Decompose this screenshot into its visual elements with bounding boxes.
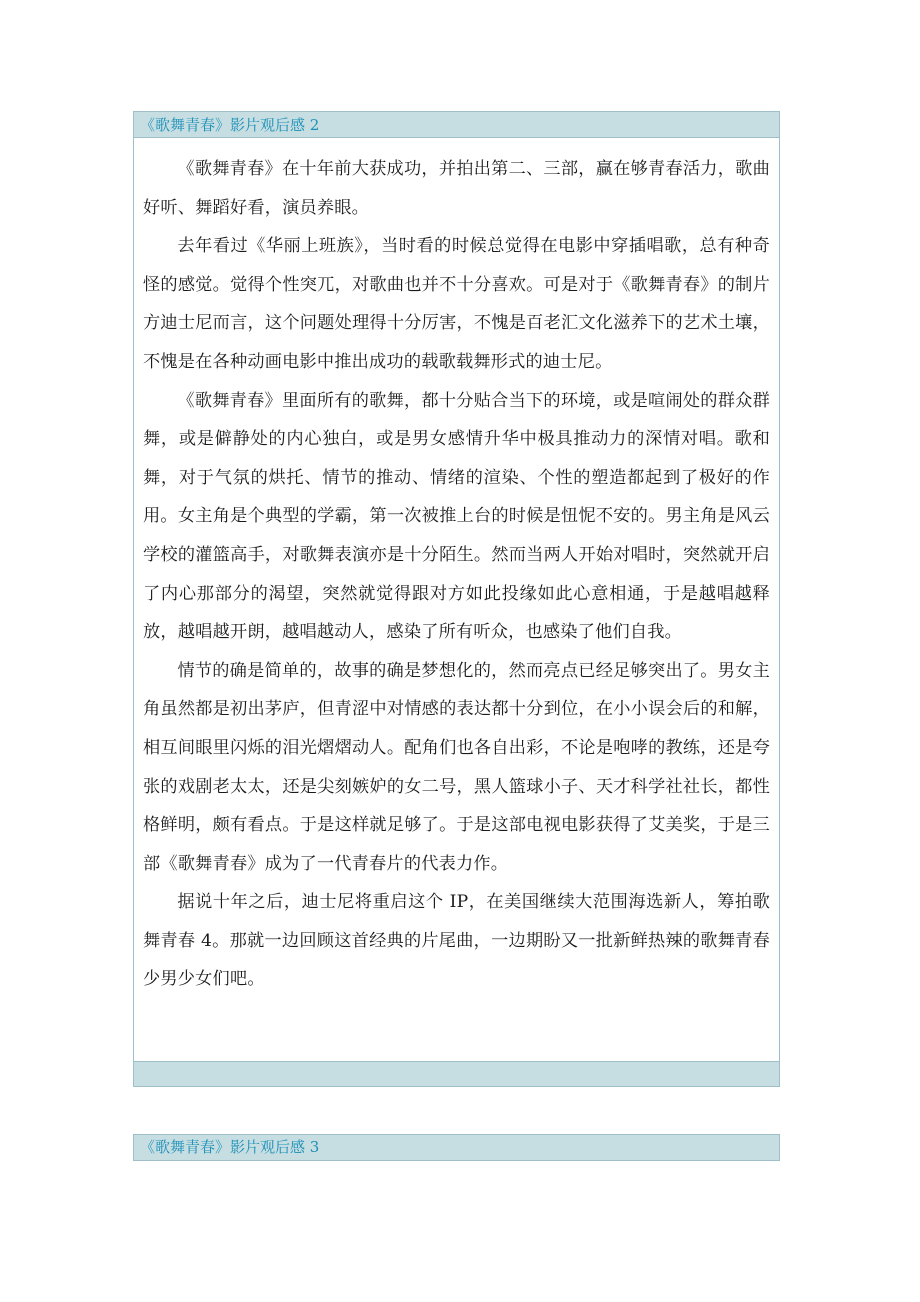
article-body (134, 138, 779, 1062)
section-title-next: 《歌舞青春》影片观后感 3 (133, 1134, 780, 1161)
article-footer-bar (134, 1061, 779, 1086)
section-title: 《歌舞青春》影片观后感 2 (134, 112, 779, 138)
paragraph: 《歌舞青春》在十年前大获成功，并拍出第二、三部，赢在够青春活力，歌曲好听、舞蹈好看，演员养眼。 (143, 159, 770, 218)
article-box-2 (133, 111, 780, 1087)
paragraph: 情节的确是简单的，故事的确是梦想化的，然而亮点已经足够突出了。男女主角虽然都是初出茅庐，但青涩中对情感的表达都十分到位，在小小误会后的和解，相互间眼里闪烁的泪光熠熠动人。配角们也各自出彩，不论是咆哮的教练，还是夸张的戏剧老太太，还是尖刻嫉妒的女二号，黑人篮球小子、天才科学社社长，都性格鲜明，颇有看点。于是这样就足够了。于是这部电视电影获得了艾美奖，于是三部《歌舞青春》成为了一代青春片的代表力作。 (143, 660, 770, 874)
paragraph: 《歌舞青春》里面所有的歌舞，都十分贴合当下的环境，或是喧闹处的群众群舞，或是僻静处的内心独白，或是男女感情升华中极具推动力的深情对唱。歌和舞，对于气氛的烘托、情节的推动、情绪的渲染、个性的塑造都起到了极好的作用。女主角是个典型的学霸，第一次被推上台的时候是忸怩不安的。男主角是风云学校的灌篮高手，对歌舞表演亦是十分陌生。然而当两人开始对唱时，突然就开启了内心那部分的渴望，突然就觉得跟对方如此投缘如此心意相通，于是越唱越释放，越唱越开朗，越唱越动人，感染了所有听众，也感染了他们自我。 (143, 390, 770, 643)
paragraph: 去年看过《华丽上班族》，当时看的时候总觉得在电影中穿插唱歌，总有种奇怪的感觉。觉得个性突兀，对歌曲也并不十分喜欢。可是对于《歌舞青春》的制片方迪士尼而言，这个问题处理得十分厉害，不愧是百老汇文化滋养下的艺术土壤，不愧是在各种动画电影中推出成功的载歌载舞形式的迪士尼。 (143, 236, 770, 372)
paragraph: 据说十年之后，迪士尼将重启这个 IP，在美国继续大范围海选新人，筹拍歌舞青春 4。那就一边回顾这首经典的片尾曲，一边期盼又一批新鲜热辣的歌舞青春少男少女们吧。 (143, 892, 770, 990)
